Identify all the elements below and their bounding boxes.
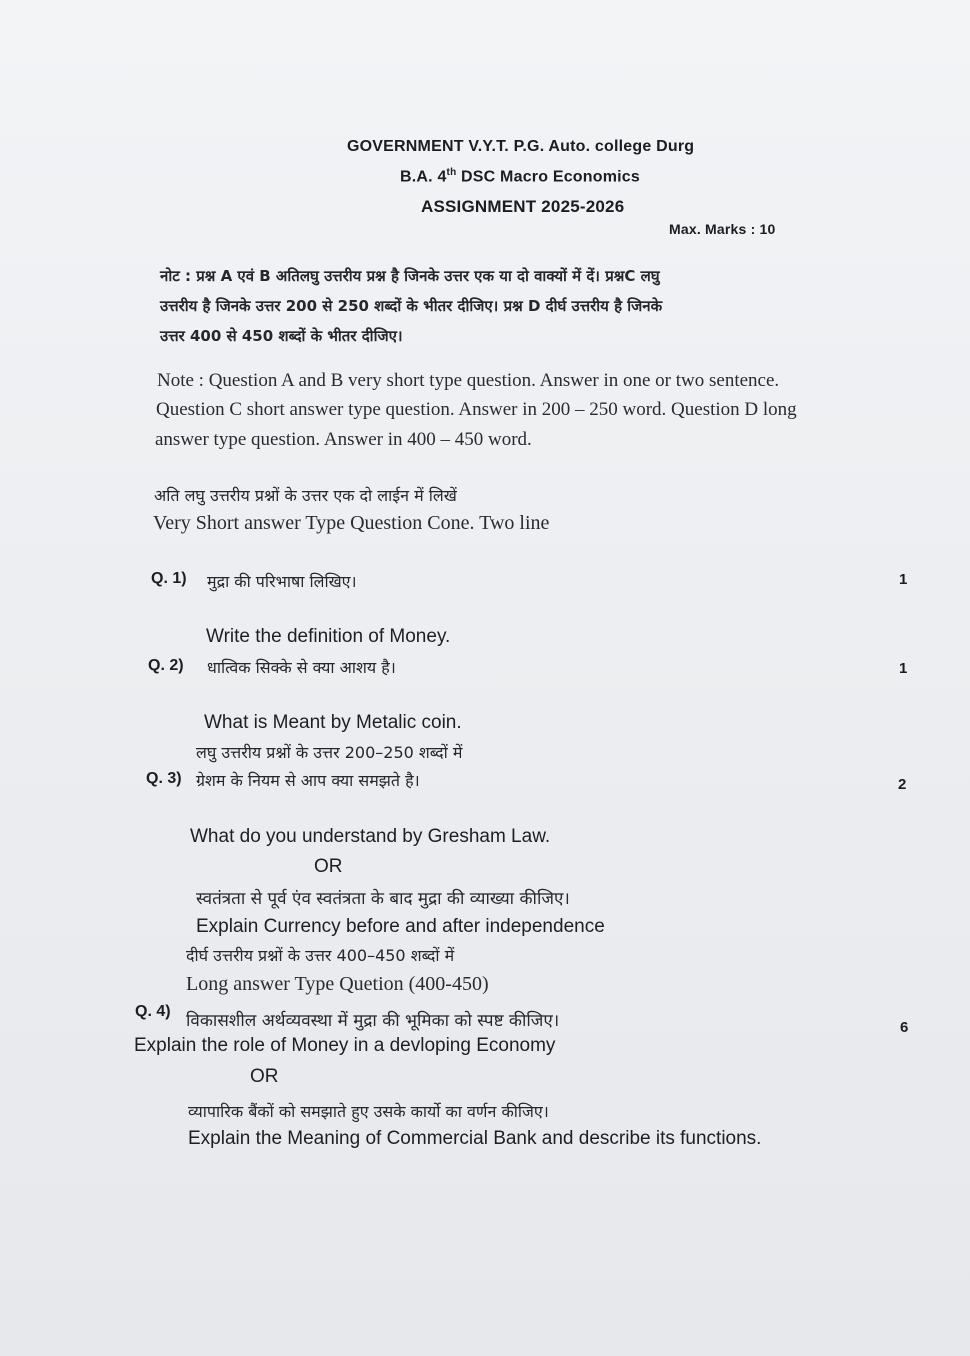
q4-marks: 6 [900,1019,909,1036]
q2-english: What is Meant by Metalic coin. [204,712,462,733]
q4-alt-hindi: व्यापारिक बैंकों को समझाते हुए उसके कार्यो का वर्णन कीजिए। [188,1102,549,1121]
q3-english: What do you understand by Gresham Law. [190,826,551,847]
q1-marks: 1 [899,571,908,588]
note-hindi-line-1: नोट : प्रश्न A एवं B अतिलघु उत्तरीय प्रश्न है जिनके उत्तर एक या दो वाक्यों में दें। प्रश्नC लघु [160,267,660,285]
q4-hindi: विकासशील अर्थव्यवस्था में मुद्रा की भूमिका को स्पष्ट कीजिए। [186,1011,560,1031]
q4-or: OR [250,1066,279,1087]
college-title: GOVERNMENT V.Y.T. P.G. Auto. college Durg [347,138,695,155]
course-title [400,167,640,186]
q3-number: Q. 3) [146,770,182,787]
note-hindi-line-3: उत्तर 400 से 450 शब्दों के भीतर दीजिए। [160,327,403,345]
section-long-english: Long answer Type Quetion (400-450) [186,973,489,995]
q1-english: Write the definition of Money. [206,626,451,647]
note-hindi-line-2: उत्तरीय है जिनके उत्तर 200 से 250 शब्दों के भीतर दीजिए। प्रश्न D दीर्घ उत्तरीय है जिनके [160,297,663,315]
max-marks: Max. Marks : 10 [669,221,776,237]
section-long-hindi: दीर्घ उत्तरीय प्रश्नों के उत्तर 400–450 शब्दों में [186,946,455,965]
q4-alt-english: Explain the Meaning of Commercial Bank and describe its functions. [188,1128,762,1149]
q3-alt-hindi: स्वतंत्रता से पूर्व एंव स्वतंत्रता के बाद मुद्रा की व्याख्या कीजिए। [196,889,570,909]
q2-marks: 1 [899,660,908,677]
q2-number: Q. 2) [148,657,184,674]
section-very-short-english: Very Short answer Type Question Cone. Two line [153,512,550,534]
note-english-line-1: Note : Question A and B very short type question. Answer in one or two sentence. [157,370,780,391]
q1-hindi: मुद्रा की परिभाषा लिखिए। [207,572,357,591]
section-short-hindi: लघु उत्तरीय प्रश्नों के उत्तर 200–250 शब्दों में [196,743,463,762]
q4-number: Q. 4) [135,1003,171,1020]
section-very-short-hindi: अति लघु उत्तरीय प्रश्नों के उत्तर एक दो लाईन में लिखें [154,486,457,505]
assignment-title: ASSIGNMENT 2025-2026 [421,197,625,216]
course-sup: th [446,167,457,178]
q4-english: Explain the role of Money in a devloping Economy [134,1035,556,1056]
q2-hindi: धात्विक सिक्के से क्या आशय है। [207,658,396,677]
course-prefix: B.A. 4 [400,168,447,186]
q3-alt-english: Explain Currency before and after independence [196,916,605,937]
q3-or: OR [314,856,343,877]
q3-hindi: ग्रेशम के नियम से आप क्या समझते है। [196,771,420,790]
q3-marks: 2 [898,776,907,793]
course-suffix: DSC Macro Economics [456,168,640,186]
note-english-line-2: Question C short answer type question. Answer in 200 – 250 word. Question D long [156,399,797,420]
note-english-line-3: answer type question. Answer in 400 – 450 word. [155,429,532,450]
q1-number: Q. 1) [151,570,187,587]
